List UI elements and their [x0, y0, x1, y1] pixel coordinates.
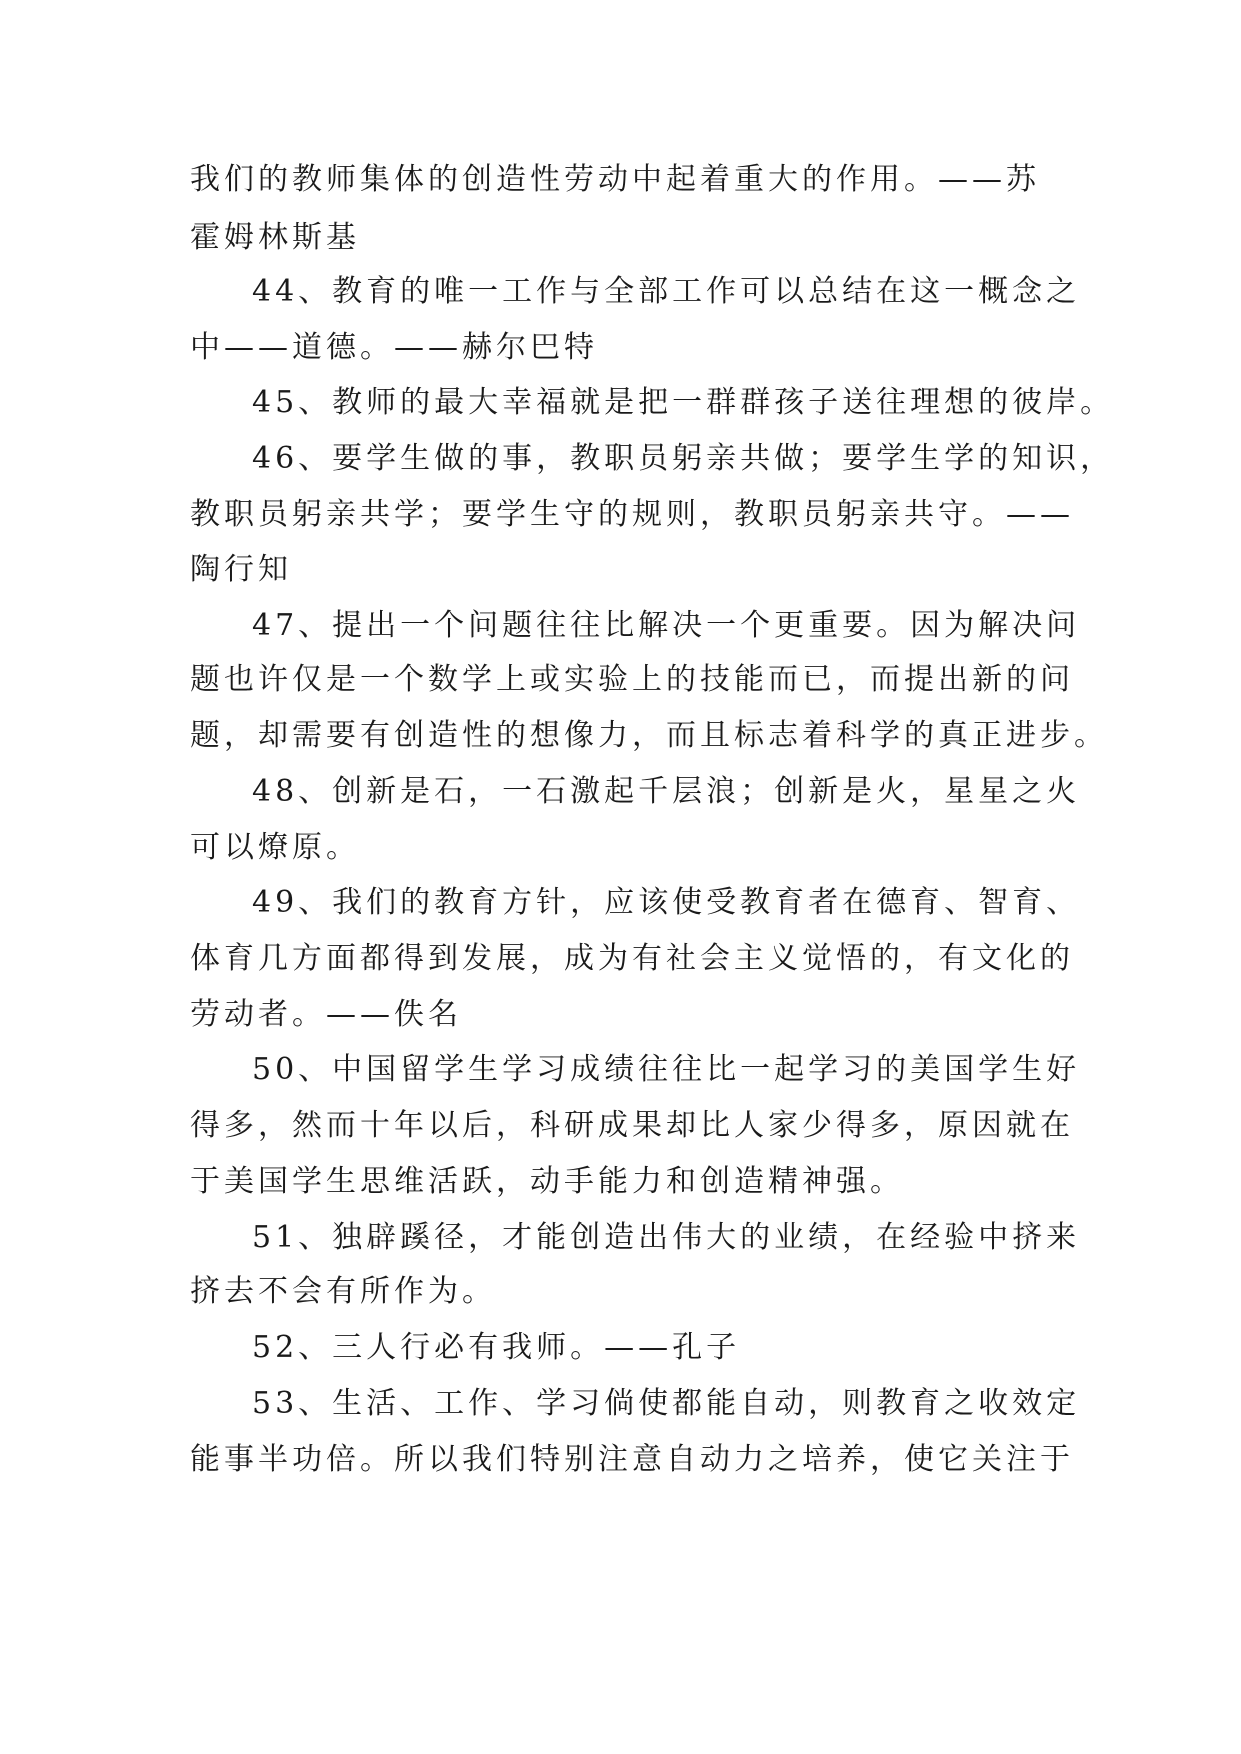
- quote-50: 50、中国留学生学习成绩往往比一起学习的美国学生好: [252, 1052, 1081, 1087]
- text-line: 霍姆林斯基: [190, 220, 360, 255]
- quote-47: 47、提出一个问题往往比解决一个更重要。因为解决问: [252, 608, 1081, 643]
- quote-44: 44、教育的唯一工作与全部工作可以总结在这一概念之: [252, 274, 1081, 309]
- text-line: 教职员躬亲共学；要学生守的规则，教职员躬亲共守。——: [190, 497, 1074, 532]
- text-line: 题也许仅是一个数学上或实验上的技能而已，而提出新的问: [190, 662, 1074, 697]
- quote-46: 46、要学生做的事，教职员躬亲共做；要学生学的知识，: [252, 441, 1115, 476]
- quote-52: 52、三人行必有我师。——孔子: [252, 1330, 741, 1365]
- text-line: 挤去不会有所作为。: [190, 1274, 496, 1309]
- quote-49: 49、我们的教育方针，应该使受教育者在德育、智育、: [252, 885, 1081, 920]
- text-line: 体育几方面都得到发展，成为有社会主义觉悟的，有文化的: [190, 941, 1074, 976]
- text-line: 可以燎原。: [190, 830, 360, 865]
- text-line: 陶行知: [190, 552, 292, 587]
- quote-48: 48、创新是石，一石激起千层浪；创新是火，星星之火: [252, 774, 1081, 809]
- quote-45: 45、教师的最大幸福就是把一群群孩子送往理想的彼岸。: [252, 385, 1115, 420]
- text-line: 中——道德。——赫尔巴特: [190, 330, 598, 365]
- text-line: 题，却需要有创造性的想像力，而且标志着科学的真正进步。: [190, 718, 1108, 753]
- text-line: 我们的教师集体的创造性劳动中起着重大的作用。——苏: [190, 162, 1040, 197]
- text-line: 于美国学生思维活跃，动手能力和创造精神强。: [190, 1164, 904, 1199]
- quote-53: 53、生活、工作、学习倘使都能自动，则教育之收效定: [252, 1386, 1081, 1421]
- text-line: 能事半功倍。所以我们特别注意自动力之培养，使它关注于: [190, 1442, 1074, 1477]
- quote-51: 51、独辟蹊径，才能创造出伟大的业绩，在经验中挤来: [252, 1220, 1081, 1255]
- text-line: 劳动者。——佚名: [190, 997, 462, 1032]
- text-line: 得多，然而十年以后，科研成果却比人家少得多，原因就在: [190, 1108, 1074, 1143]
